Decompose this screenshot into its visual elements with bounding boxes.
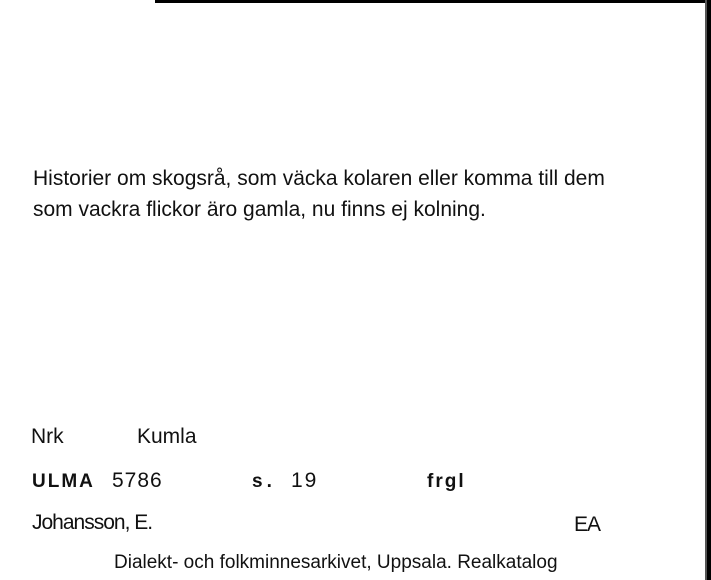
nrk-label: Nrk (31, 425, 64, 448)
page-number: 19 (291, 469, 319, 492)
archive-code: ULMA (32, 471, 95, 492)
description-line-1: Historier om skogsrå, som väcka kolaren eller komma till dem (33, 167, 605, 190)
description-line-2: som vackra flickor äro gamla, nu finns ej kolning. (33, 198, 486, 221)
recorder-name: Johansson, E. (32, 511, 153, 534)
page-label: s. (252, 471, 276, 492)
archive-footer: Dialekt- och folkminnesarkivet, Uppsala. Realkatalog (114, 552, 558, 573)
scan-edge-right (707, 0, 711, 580)
scan-edge-top (155, 0, 711, 3)
parish-name: Kumla (137, 425, 197, 448)
record-number: 5786 (112, 469, 163, 492)
category-code: EA (574, 513, 601, 536)
type-code: frgl (427, 471, 466, 492)
card-description (33, 163, 673, 225)
